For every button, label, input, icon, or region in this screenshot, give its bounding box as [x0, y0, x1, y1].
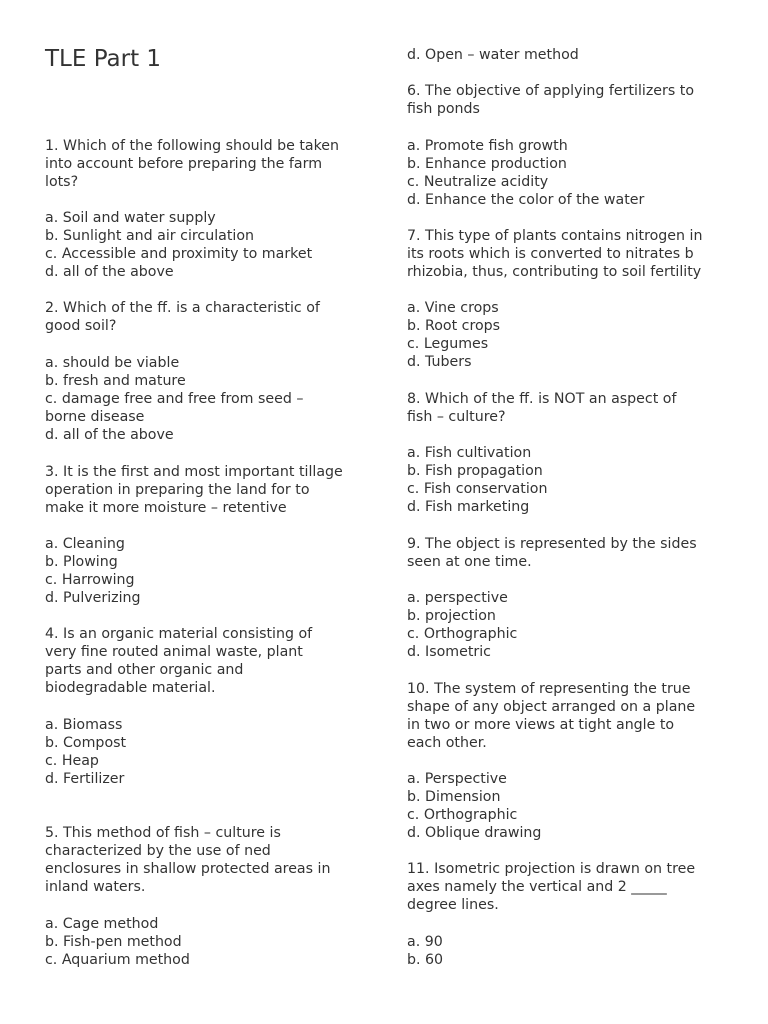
question-block	[45, 137, 375, 191]
option-line: b. Sunlight and air circulation	[45, 228, 255, 245]
question-block	[407, 680, 737, 752]
option-line: d. Fertilizer	[45, 771, 125, 788]
question-text-line: inland waters.	[45, 879, 146, 896]
option-line: b. fresh and mature	[45, 373, 186, 390]
options-block	[45, 535, 375, 607]
option-line: a. Fish cultivation	[407, 445, 532, 461]
option-line: c. Orthographic	[407, 807, 518, 824]
document-title: TLE Part 1	[45, 46, 162, 72]
question-block	[407, 390, 737, 426]
question-text-line: parts and other organic and	[45, 662, 244, 679]
option-line: b. Fish propagation	[407, 463, 543, 480]
question-text-line: lots?	[45, 174, 79, 191]
option-line: d. Open – water method	[407, 47, 579, 63]
option-line: b. Compost	[45, 735, 127, 752]
option-line: b. Fish-pen method	[45, 934, 182, 951]
question-text-line: good soil?	[45, 318, 117, 335]
question-text-line: shape of any object arranged on a plane	[407, 699, 696, 716]
options-block	[45, 915, 375, 969]
question-block	[45, 625, 375, 697]
options-block	[407, 770, 737, 842]
option-line: c. Aquarium method	[45, 952, 190, 969]
option-line: d. all of the above	[45, 427, 174, 444]
question-text-line: 11. Isometric projection is drawn on tree	[407, 861, 696, 877]
options-block	[45, 716, 375, 788]
options-block	[407, 933, 737, 969]
question-text-line: into account before preparing the farm	[45, 156, 323, 173]
question-text-line: characterized by the use of ned	[45, 843, 271, 860]
option-line: a. 90	[407, 934, 443, 950]
option-line: borne disease	[45, 409, 145, 426]
options-block	[407, 299, 737, 371]
question-text-line: 3. It is the first and most important tillage	[45, 464, 343, 480]
question-text-line: degree lines.	[407, 897, 499, 914]
question-block	[407, 227, 737, 281]
options-block	[45, 354, 375, 444]
option-line: a. Perspective	[407, 771, 507, 787]
question-text-line: 5. This method of fish – culture is	[45, 825, 281, 841]
option-line: c. Harrowing	[45, 572, 135, 589]
question-block	[407, 535, 737, 571]
options-block	[45, 209, 375, 281]
option-line: a. perspective	[407, 590, 508, 606]
question-block	[45, 299, 375, 335]
option-line: c. Fish conservation	[407, 481, 548, 498]
question-text-line: very fine routed animal waste, plant	[45, 644, 303, 661]
option-line: c. Accessible and proximity to market	[45, 246, 313, 263]
option-line: b. Dimension	[407, 789, 501, 806]
question-text-line: in two or more views at tight angle to	[407, 717, 675, 734]
question-block	[45, 463, 375, 517]
option-line: a. Soil and water supply	[45, 210, 216, 226]
option-line: a. Vine crops	[407, 300, 499, 316]
option-line: d. Enhance the color of the water	[407, 192, 645, 209]
option-line: a. Promote fish growth	[407, 138, 568, 154]
question-text-line: 8. Which of the ff. is NOT an aspect of	[407, 391, 677, 407]
option-line: b. Root crops	[407, 318, 501, 335]
options-block	[407, 137, 737, 209]
option-line: c. Heap	[45, 753, 99, 770]
option-line: c. damage free and free from seed –	[45, 391, 304, 408]
question-text-line: 7. This type of plants contains nitrogen in	[407, 228, 703, 244]
option-line: d. Tubers	[407, 354, 472, 371]
option-line: d. Pulverizing	[45, 590, 141, 607]
question-text-line: 10. The system of representing the true	[407, 681, 691, 697]
question-block	[407, 82, 737, 118]
option-line: c. Legumes	[407, 336, 489, 353]
option-line: d. all of the above	[45, 264, 174, 281]
question-text-line: rhizobia, thus, contributing to soil fertility	[407, 264, 702, 281]
question-text-line: 6. The objective of applying fertilizers to	[407, 83, 695, 99]
options-block	[407, 46, 737, 64]
option-line: b. Plowing	[45, 554, 118, 571]
question-text-line: fish ponds	[407, 101, 480, 118]
question-block	[45, 824, 375, 896]
question-text-line: fish – culture?	[407, 409, 506, 426]
option-line: b. projection	[407, 608, 496, 625]
option-line: b. 60	[407, 952, 444, 969]
question-text-line: 1. Which of the following should be taken	[45, 138, 340, 154]
question-block	[407, 860, 737, 914]
options-block	[407, 444, 737, 516]
question-text-line: make it more moisture – retentive	[45, 500, 287, 517]
question-text-line: enclosures in shallow protected areas in	[45, 861, 331, 878]
option-line: a. should be viable	[45, 355, 180, 371]
option-line: d. Isometric	[407, 644, 491, 661]
option-line: a. Cleaning	[45, 536, 125, 552]
question-text-line: 2. Which of the ff. is a characteristic of	[45, 300, 320, 316]
option-line: d. Oblique drawing	[407, 825, 542, 842]
question-text-line: 9. The object is represented by the sides	[407, 536, 697, 552]
question-text-line: seen at one time.	[407, 554, 532, 571]
question-text-line: axes namely the vertical and 2 _____	[407, 879, 667, 896]
question-text-line: its roots which is converted to nitrates b	[407, 246, 694, 263]
options-block	[407, 589, 737, 661]
question-text-line: biodegradable material.	[45, 680, 216, 697]
option-line: a. Biomass	[45, 717, 123, 733]
question-text-line: each other.	[407, 735, 487, 752]
option-line: b. Enhance production	[407, 156, 567, 173]
option-line: c. Orthographic	[407, 626, 518, 643]
option-line: a. Cage method	[45, 916, 159, 932]
option-line: d. Fish marketing	[407, 499, 530, 516]
option-line: c. Neutralize acidity	[407, 174, 549, 191]
question-text-line: operation in preparing the land for to	[45, 482, 310, 499]
question-text-line: 4. Is an organic material consisting of	[45, 626, 313, 642]
